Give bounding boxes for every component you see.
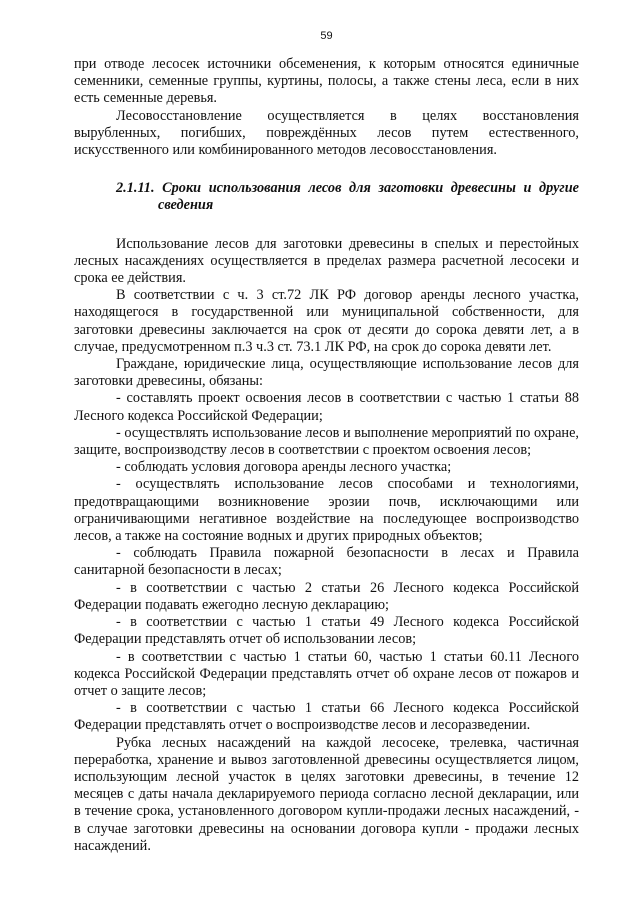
obligation-item: - соблюдать Правила пожарной безопасности в лесах и Правила санитарной безопасности в лесах; <box>74 545 579 579</box>
section-heading: 2.1.11. Сроки использования лесов для заготовки древесины и другие сведения <box>116 180 579 214</box>
page-number: 59 <box>320 30 333 42</box>
paragraph-logging: Рубка лесных насаждений на каждой лесосеке, трелевка, частичная переработка, хранение и вывоз заготовленной древесины осуществляется лицом, использующим лесной участок в целях заготовки древесины, в течение 12 месяцев с даты начала декларируемого периода согласно лесной декларации, или в течение срока, установленного договором купли-продажи лесных насаждений, - в случае заготовки древесины на основании договора купли - продажи лесных насаждений. <box>74 734 579 854</box>
obligation-item: - в соответствии с частью 1 статьи 49 Лесного кодекса Российской Федерации представлять отчет об использовании лесов; <box>74 614 579 648</box>
obligation-item: - осуществлять использование лесов и выполнение мероприятий по охране, защите, воспроизводству лесов в соответствии с проектом освоения лесов; <box>74 424 579 459</box>
paragraph-lease-term: В соответствии с ч. 3 ст.72 ЛК РФ договор аренды лесного участка, находящегося в государственной или муниципальной собственности, для заготовки древесины заключается на срок от десяти до сорока девяти лет, а в случае, предусмотренном п.3 ч.3 ст. 73.1 ЛК РФ, на срок до сорока девяти лет. <box>74 287 579 355</box>
obligation-item: - соблюдать условия договора аренды лесного участка; <box>116 459 452 476</box>
paragraph-reforestation: Лесовосстановление осуществляется в целях восстановления вырубленных, погибших, повреждённых лесов путем естественного, искусственного или комбинированного методов лесовосстановления. <box>74 107 579 159</box>
paragraph-continuation: при отводе лесосек источники обсеменения, к которым относятся единичные семенники, семенные группы, куртины, полосы, а также стены леса, если в них есть семенные деревья. <box>74 56 579 107</box>
obligation-item: - в соответствии с частью 1 статьи 60, частью 1 статьи 60.11 Лесного кодекса Российской Федерации представлять отчет об охране лесов от пожаров и отчет о защите лесов; <box>74 648 579 699</box>
paragraph-usage: Использование лесов для заготовки древесины в спелых и перестойных лесных насаждениях осуществляется в пределах размера расчетной лесосеки и срока ее действия. <box>74 235 579 287</box>
obligation-item: - в соответствии с частью 1 статьи 66 Лесного кодекса Российской Федерации представлять отчет о воспроизводстве лесов и лесоразведении. <box>74 700 579 734</box>
obligation-item: - составлять проект освоения лесов в соответствии с частью 1 статьи 88 Лесного кодекса Российской Федерации; <box>74 390 579 424</box>
paragraph-obligations-intro: Граждане, юридические лица, осуществляющие использование лесов для заготовки древесины, обязаны: <box>74 356 579 390</box>
obligation-item: - осуществлять использование лесов способами и технологиями, предотвращающими возникновение эрозии почв, исключающими или ограничивающими негативное воздействие на последующее воспроизводство лесов, а также на состояние водных и других природных объектов; <box>74 476 579 545</box>
obligation-item: - в соответствии с частью 2 статьи 26 Лесного кодекса Российской Федерации подавать ежегодно лесную декларацию; <box>74 579 579 613</box>
